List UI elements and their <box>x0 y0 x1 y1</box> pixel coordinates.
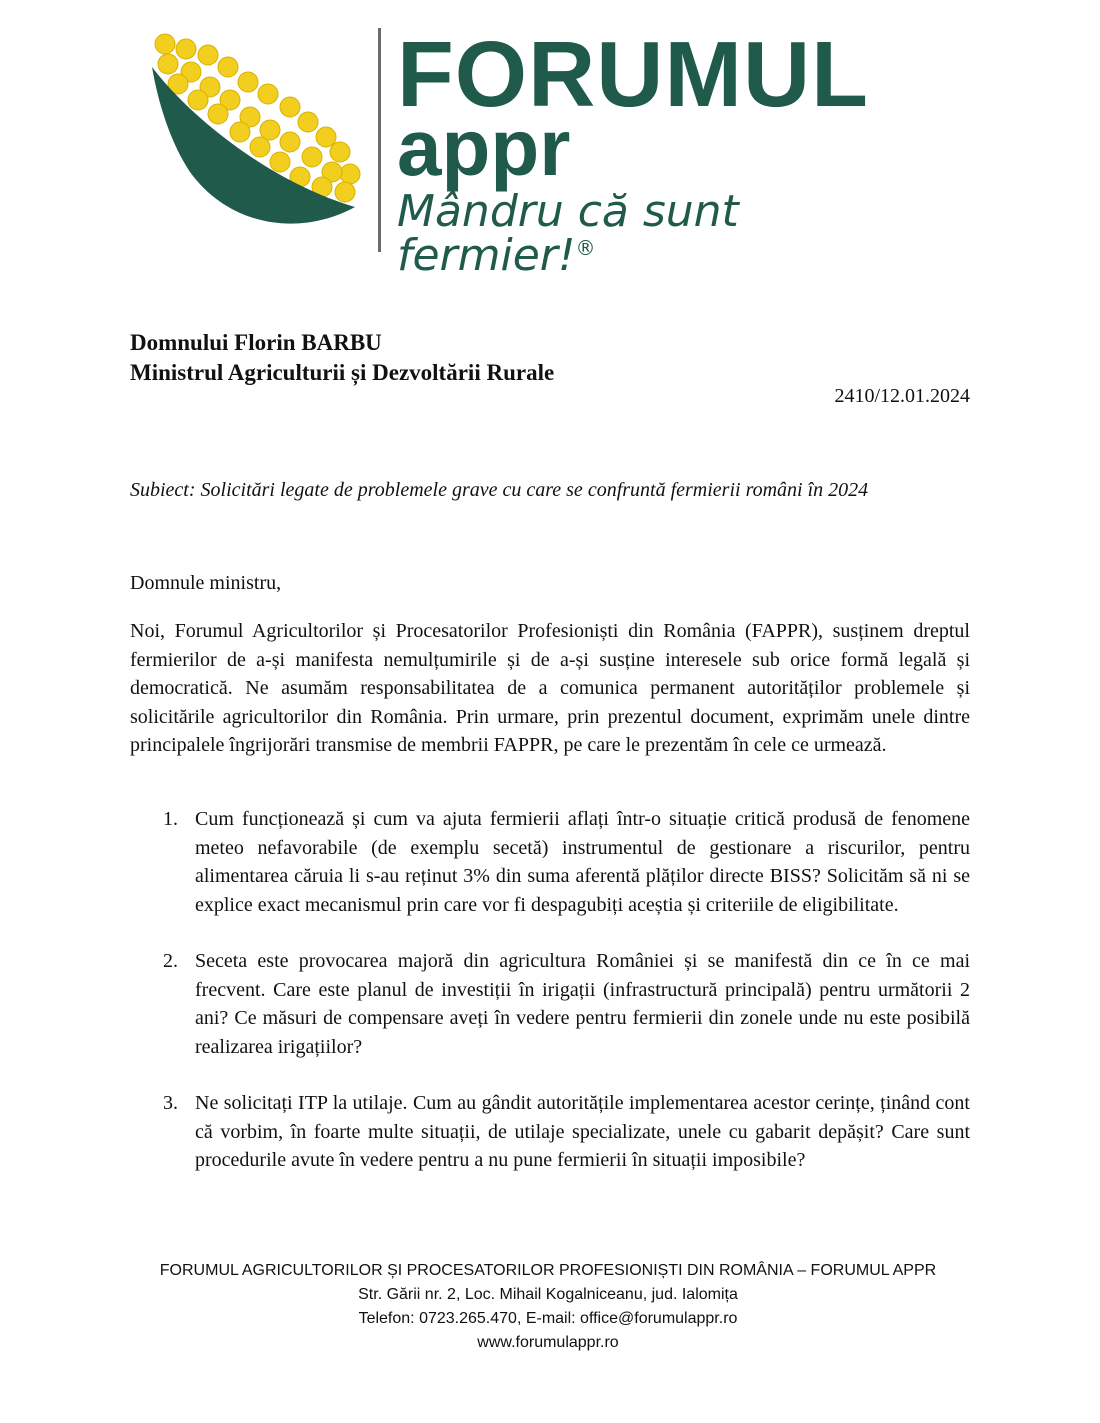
corn-kernel <box>230 122 250 142</box>
item-text: Seceta este provocarea majoră din agricultura României și se manifestă din ce în ce mai frecvent. Care este planul de investiții în irigații (infrastructură principală) pentru următorii 2 ani? Ce măsuri de compensare aveți în vedere pentru fermierii din zonele unde nu este posibilă realizarea irigațiilor? <box>195 950 970 1058</box>
corn-cob-icon <box>150 22 380 252</box>
salutation: Domnule ministru, <box>130 572 282 594</box>
item-number: 2. <box>163 950 178 972</box>
corn-kernel <box>280 97 300 117</box>
request-item <box>130 805 970 919</box>
corn-kernel <box>155 34 175 54</box>
logo-tagline <box>397 186 910 281</box>
item-text: Ne solicitați ITP la utilaje. Cum au gândit autoritățile implementarea acestor cerințe, ținând cont că vorbim, în foarte multe situații, de utilaje specializate, unele cu gabarit depășit? Care sunt procedurile avute în vedere pentru a nu pune fermierii în situații imposibile? <box>195 1092 970 1171</box>
corn-kernel <box>188 90 208 110</box>
intro-paragraph: Noi, Forumul Agricultorilor și Procesatorilor Profesioniști din România (FAPPR), susținem dreptul fermierilor de a-și manifesta nemulțumirile și de a-și susține interesele sub orice formă legală și democratică. Ne asumăm responsabilitatea de a comunica permanent autorităților problemele și solicitările agricultorilor din România. Prin urmare, prin prezentul document, exprimăm unele dintre principalele îngrijorări transmise de membrii FAPPR, pe care le prezentăm în cele ce urmează. <box>130 620 970 756</box>
corn-kernel <box>280 132 300 152</box>
corn-kernel <box>335 182 355 202</box>
corn-kernel <box>330 142 350 162</box>
item-number: 1. <box>163 808 178 830</box>
corn-kernel <box>340 164 360 184</box>
corn-kernel <box>198 45 218 65</box>
corn-kernel <box>238 72 258 92</box>
corn-kernel <box>250 137 270 157</box>
forumul-appr-logo <box>150 22 910 281</box>
request-item <box>130 947 970 1061</box>
item-number: 3. <box>163 1092 178 1114</box>
corn-kernel <box>208 104 228 124</box>
corn-kernel <box>302 147 322 167</box>
corn-kernel <box>176 39 196 59</box>
item-text: Cum funcționează și cum va ajuta fermierii aflați într-o situație critică produsă de fenomene meteo nefavorabile (de exemplu secetă) instrumentul de gestionare a riscurilor, pentru alimentarea căruia li s-au reținut 3% din suma aferentă plăților directe BISS? Solicităm să ni se explice exact mecanismul prin care vor fi despagubiți aceștia și criteriile de eligibilitate. <box>195 808 970 916</box>
letterhead-footer <box>0 1259 1096 1355</box>
corn-kernel <box>258 84 278 104</box>
corn-kernel <box>298 112 318 132</box>
corn-kernel <box>316 127 336 147</box>
request-list <box>130 805 970 1203</box>
footer-organization: FORUMUL AGRICULTORILOR ȘI PROCESATORILOR PROFESIONIȘTI DIN ROMÂNIA – FORUMUL APPR <box>159 1262 937 1279</box>
footer-website[interactable]: www.forumulappr.ro <box>477 1334 619 1351</box>
footer-contact: Telefon: 0723.265.470, E-mail: office@forumulappr.ro <box>358 1310 738 1327</box>
addressee-name: Domnului Florin BARBU <box>130 330 382 355</box>
logo-title: FORUMUL <box>397 22 869 126</box>
request-item <box>130 1089 970 1175</box>
logo-subtitle: appr <box>397 103 571 192</box>
logo-divider <box>378 28 381 252</box>
tagline-text: Mândru că sunt fermier! <box>397 186 739 281</box>
subject-line: Subiect: Solicitări legate de problemele grave cu care se confruntă fermierii români în 2024 <box>130 479 869 501</box>
registered-mark: ® <box>575 236 596 260</box>
addressee-title: Ministrul Agriculturii și Dezvoltării Rurale <box>130 360 555 385</box>
addressee-block <box>130 328 554 388</box>
reference-number: 2410/12.01.2024 <box>834 385 970 407</box>
corn-kernel <box>158 54 178 74</box>
footer-address: Str. Gării nr. 2, Loc. Mihail Kogalniceanu, jud. Ialomița <box>358 1286 738 1303</box>
corn-kernel <box>218 57 238 77</box>
corn-kernel <box>270 152 290 172</box>
